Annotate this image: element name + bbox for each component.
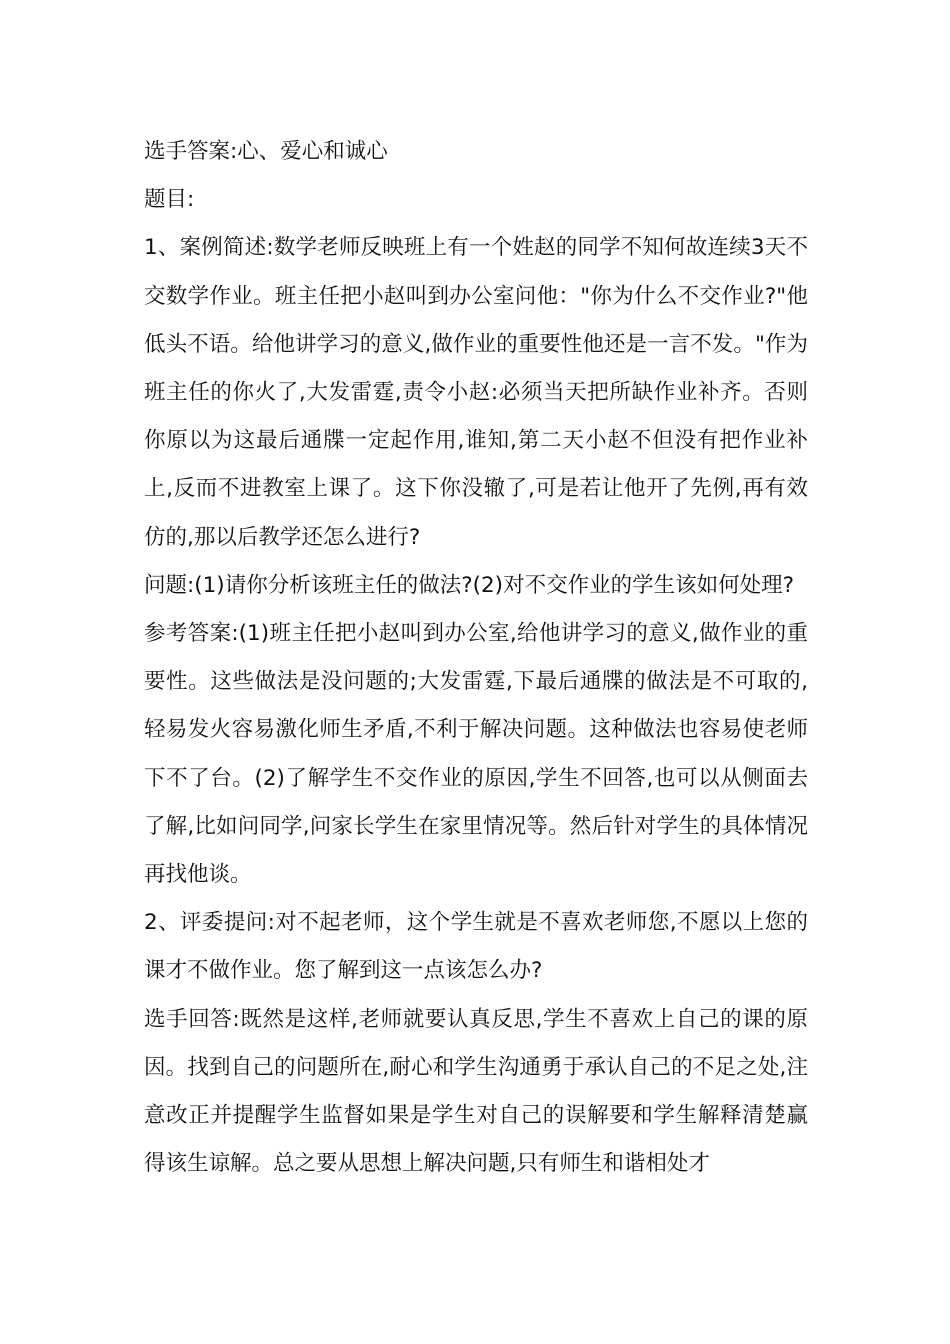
- question-paragraph: 问题:(1)请你分析该班主任的做法?(2)对不交作业的学生该如何处理?: [144, 572, 794, 598]
- topic-heading: 题目:: [144, 187, 195, 213]
- contestant-answer-paragraph: 选手回答:既然是这样,老师就要认真反思,学生不喜欢上自己的课的原因。找到自己的问题所在,耐心和学生沟通勇于承认自己的不足之处,注意改正并提醒学生监督如果是学生对自己的误解要和学生解释清楚赢得该生谅解。总之要从思想上解决问题,只有师生和谐相处才: [144, 1006, 808, 1177]
- case-description-paragraph: 1、案例简述:数学老师反映班上有一个姓赵的同学不知何故连续3天不交数学作业。班主任把小赵叫到办公室问他："你为什么不交作业?"他低头不语。给他讲学习的意义,做作业的重要性他还是一言不发。"作为班主任的你火了,大发雷霆,责令小赵:必须当天把所缺作业补齐。否则你原以为这最后通牒一定起作用,谁知,第二天小赵不但没有把作业补上,反而不进教室上课了。这下你没辙了,可是若让他开了先例,再有效仿的,那以后教学还怎么进行?: [144, 235, 808, 550]
- answer-line: 选手答案:心、爱心和诚心: [144, 139, 388, 164]
- judge-question-paragraph: 2、评委提问:对不起老师，这个学生就是不喜欢老师您,不愿以上您的课才不做作业。您了解到这一点该怎么办?: [144, 910, 808, 984]
- document-body: [144, 128, 808, 1188]
- reference-answer-paragraph: 参考答案:(1)班主任把小赵叫到办公室,给他讲学习的意义,做作业的重要性。这些做法是没问题的;大发雷霆,下最后通牒的做法是不可取的,轻易发火容易激化师生矛盾,不利于解决问题。这种做法也容易使老师下不了台。(2)了解学生不交作业的原因,学生不回答,也可以从侧面去了解,比如问同学,问家长学生在家里情况等。然后针对学生的具体情况再找他谈。: [144, 621, 808, 888]
